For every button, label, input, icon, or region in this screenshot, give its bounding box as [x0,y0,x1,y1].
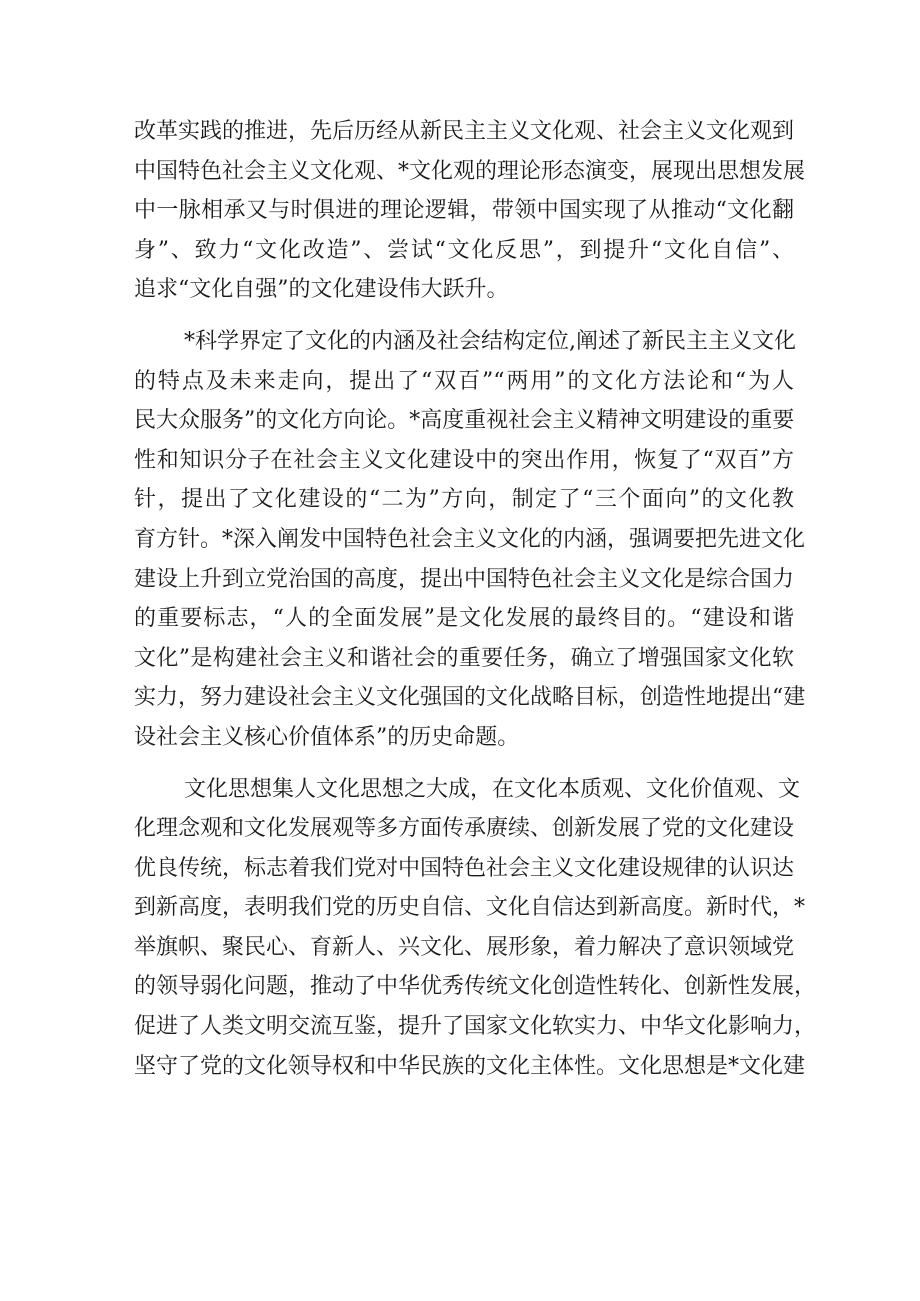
paragraph [134,112,806,310]
paragraph [134,770,817,1087]
text-line: 中一脉相承又与时俱进的理论逻辑，带领中国实现了从推动“文化翻 [134,198,794,224]
text-line: 身”、致力“文化改造”、尝试“文化反思”，到提升“文化自信”、 [134,237,794,263]
text-line: 的领导弱化问题，推动了中华优秀传统文化创造性转化、创新性发展， [134,974,817,1000]
text-line: 育方针。*深入阐发中国特色社会主义文化的内涵，强调要把先进文化 [134,526,806,552]
text-line: 中国特色社会主义文化观、*文化观的理论形态演变，展现出思想发展 [134,158,806,184]
text-line: 坚守了党的文化领导权和中华民族的文化主体性。文化思想是*文化建 [134,1053,806,1079]
text-line: 追求“文化自强”的文化建设伟大跃升。 [134,277,509,303]
document-body [134,112,817,1086]
text-line: 民大众服务”的文化方向论。*高度重视社会主义精神文明建设的重要 [134,408,795,434]
text-line: 设社会主义核心价值体系”的历史命题。 [134,724,520,750]
text-line: 性和知识分子在社会主义文化建设中的突出作用，恢复了“双百”方 [134,447,794,473]
text-line: 建设上升到立党治国的高度，提出中国特色社会主义文化是综合国力 [134,566,795,592]
text-line: 针，提出了文化建设的“二为”方向，制定了“三个面向”的文化教 [134,487,794,513]
text-line: 促进了人类文明交流互鉴，提升了国家文化软实力、中华文化影响力， [134,1014,817,1040]
text-line: 到新高度，表明我们党的历史自信、文化自信达到新高度。新时代，* [134,895,806,921]
paragraph [134,322,806,758]
text-line: 举旗帜、聚民心、育新人、兴文化、展形象，着力解决了意识领域党 [134,934,795,960]
text-line: 的特点及未来走向，提出了“双百”“两用”的文化方法论和“为人 [134,368,794,394]
text-line: 改革实践的推进，先后历经从新民主主义文化观、社会主义文化观到 [134,119,795,144]
text-line: 化理念观和文化发展观等多方面传承赓续、创新发展了党的文化建设 [134,816,795,842]
text-line: *科学界定了文化的内涵及社会结构定位,阐述了新民主主义文化 [184,328,796,354]
text-line: 文化”是构建社会主义和谐社会的重要任务，确立了增强国家文化软 [134,645,794,671]
text-line: 的重要标志，“人的全面发展”是文化发展的最终目的。“建设和谐 [134,606,794,632]
text-line: 优良传统，标志着我们党对中国特色社会主义文化建设规律的认识达 [134,855,795,881]
text-line: 文化思想集人文化思想之大成，在文化本质观、文化价值观、文 [184,776,801,802]
text-line: 实力，努力建设社会主义文化强国的文化战略目标，创造性地提出“建 [134,685,806,711]
